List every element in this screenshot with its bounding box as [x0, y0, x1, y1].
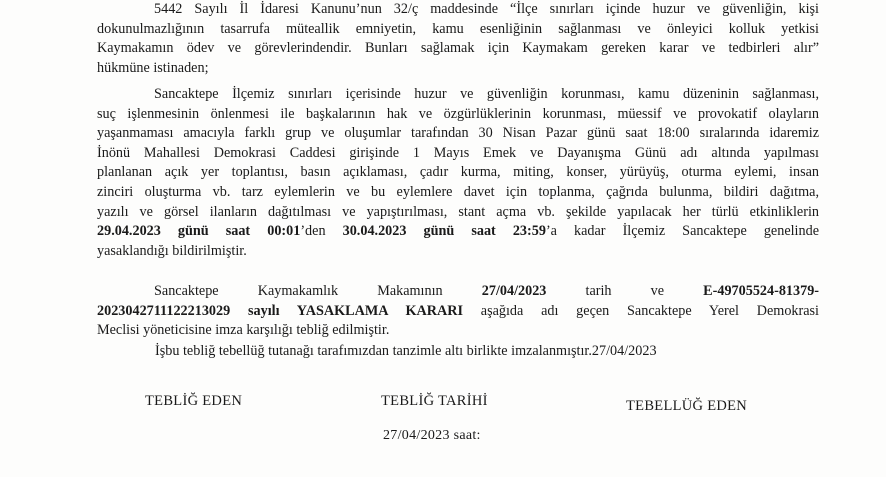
- text-line: Sancaktepe İlçemiz sınırları içerisinde huzur ve güvenliğin korunması, kamu düzeninin sağlanması,: [154, 86, 819, 102]
- text-fragment: Sancaktepe Kaymakamlık Makamının: [154, 283, 443, 299]
- text-fragment: tarih ve: [585, 283, 665, 299]
- text-line-dates: [97, 222, 819, 242]
- text-line: 5442 Sayılı İl İdaresi Kanunu’nun 32/ç maddesinde “İlçe sınırları içinde huzur ve güvenliğin, kişi: [154, 1, 819, 17]
- text-fragment: aşağıda adı geçen Sancaktepe Yerel Demokrasi: [463, 302, 819, 319]
- text-line: İnönü Mahallesi Demokrasi Caddesi girişinde 1 Mayıs Emek ve Dayanışma Günü adı altında yapılması: [97, 144, 819, 161]
- paragraph-ban-description: [97, 85, 819, 261]
- ban-start-date: 29.04.2023 günü saat 00:01: [97, 223, 301, 240]
- decision-number-part1: E-49705524-81379-: [703, 283, 819, 299]
- text-fragment: ’a kadar İlçemiz Sancaktepe genelinde: [545, 223, 819, 240]
- text-line: hükmüne istinaden;: [97, 59, 209, 76]
- text-line: [97, 282, 819, 302]
- text-line: zinciri oluşturma vb. tarz eylemlerin ve bu eylemlere davet için toplanma, çağrıda bulunma, bildiri dağıtma,: [97, 183, 819, 200]
- notification-date-time: 27/04/2023 saat:: [383, 428, 481, 443]
- text-line: yazılı ve görsel ilanların dağıtılması ve yapıştırılması, stant açma vb. şekilde yapılacak her türlü etkinliklerin: [97, 203, 819, 220]
- paragraph-signing-note: [155, 342, 755, 362]
- text-line: Meclisi yöneticisine imza karşılığı tebliğ edilmiştir.: [97, 322, 390, 339]
- signature-label-recipient: TEBELLÜĞ EDEN: [626, 398, 748, 414]
- decision-date: 27/04/2023: [481, 283, 547, 299]
- decision-number-part2: 20230427111222130​29 sayılı YASAKLAMA KARARI: [97, 302, 463, 319]
- text-line: yasaklandığı bildirilmiştir.: [97, 242, 247, 259]
- text-line: yaşanmaması amacıyla farklı grup ve oluşumlar tarafından 30 Nisan Pazar günü saat 18:00 sıralarında idaremiz: [97, 125, 819, 142]
- paragraph-legal-basis: [97, 0, 819, 78]
- signature-label-notifier: TEBLİĞ EDEN: [145, 393, 243, 409]
- text-line: Kaymakamın ödev ve görevlerindendir. Bunları sağlamak için Kaymakam gereken karar ve tedbirleri alır”: [97, 40, 819, 57]
- text-line: suç işlenmesinin önlenmesi ile başkalarının hak ve özgürlüklerinin korunması, müessif ve provokatif olayların: [97, 105, 819, 122]
- text-line: planlanan açık yer toplantısı, basın açıklaması, çadır kurma, miting, konser, yürüyüş, oturma eylemi, insan: [97, 164, 819, 181]
- text-fragment: ’den: [300, 223, 343, 240]
- text-line: İşbu tebliğ tebellüğ tutanağı tarafımızdan tanzimle altı birlikte imzalanmıştır.27/04/2023: [155, 343, 657, 359]
- text-line: [97, 302, 819, 322]
- signature-label-notification-date: TEBLİĞ TARİHİ: [381, 393, 488, 409]
- ban-end-date: 30.04.2023 günü saat 23:59: [342, 223, 546, 240]
- text-line: dokunulmazlığının tasarrufa müteallik emniyetin, kamu esenliğinin sağlanması ve önleyici kolluk yetkisi: [97, 20, 819, 37]
- paragraph-decision-reference: [97, 282, 819, 341]
